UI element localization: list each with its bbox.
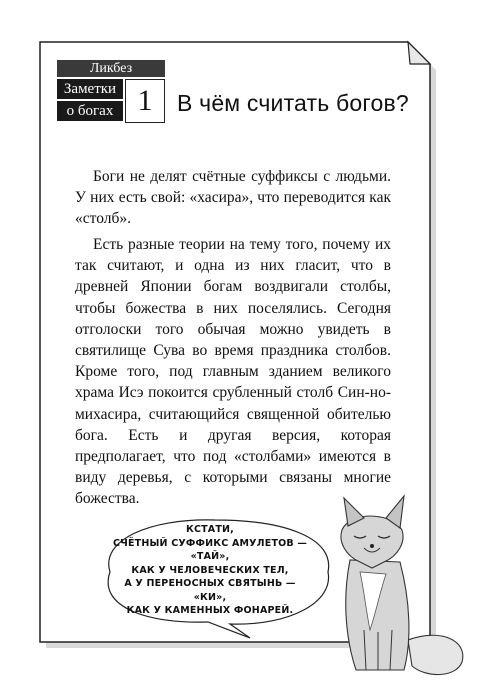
category-label: Ликбез: [57, 60, 165, 77]
speech-bubble-text: [110, 523, 310, 618]
series-label-line1: Заметки: [57, 79, 123, 99]
section-number: 1: [125, 79, 165, 123]
bubble-line: А У ПЕРЕНОСНЫХ СВЯТЫНЬ — «КИ»,: [124, 578, 296, 603]
bubble-line: СЧЁТНЫЙ СУФФИКС АМУЛЕТОВ — «ТАЙ»,: [112, 537, 308, 562]
page-title: В чём считать богов?: [177, 90, 409, 116]
bubble-line: КСТАТИ,: [185, 524, 234, 535]
series-label-line2: о богах: [57, 101, 123, 121]
fox-icon: [320, 490, 470, 680]
bubble-line: КАК У КАМЕННЫХ ФОНАРЕЙ.: [126, 605, 294, 616]
bubble-line: КАК У ЧЕЛОВЕЧЕСКИХ ТЕЛ,: [131, 564, 289, 576]
paragraph-1: Боги не делят счётные суффиксы с людьми. У них есть свой: «хасира», что переводится как «столб».: [75, 168, 391, 228]
section-header: [57, 60, 165, 122]
paragraph-2: Есть разные теории на тему того, почему их так считают, и одна из них гласит, что в древней Японии богам воздвигали столбы, чтобы божества в них поселялись. Сегодня отголоски того обычая можно увидеть в святилище Сува во время праздника столбов. Кроме того, под главным зданием великого храма Исэ покоится срубленный столб Син-но-михасира, считающийся священной обителью бога. Есть и другая версия, которая предполагает, что под «столбами» имеются в виду деревья, с которыми связаны многие божества.: [75, 236, 391, 508]
